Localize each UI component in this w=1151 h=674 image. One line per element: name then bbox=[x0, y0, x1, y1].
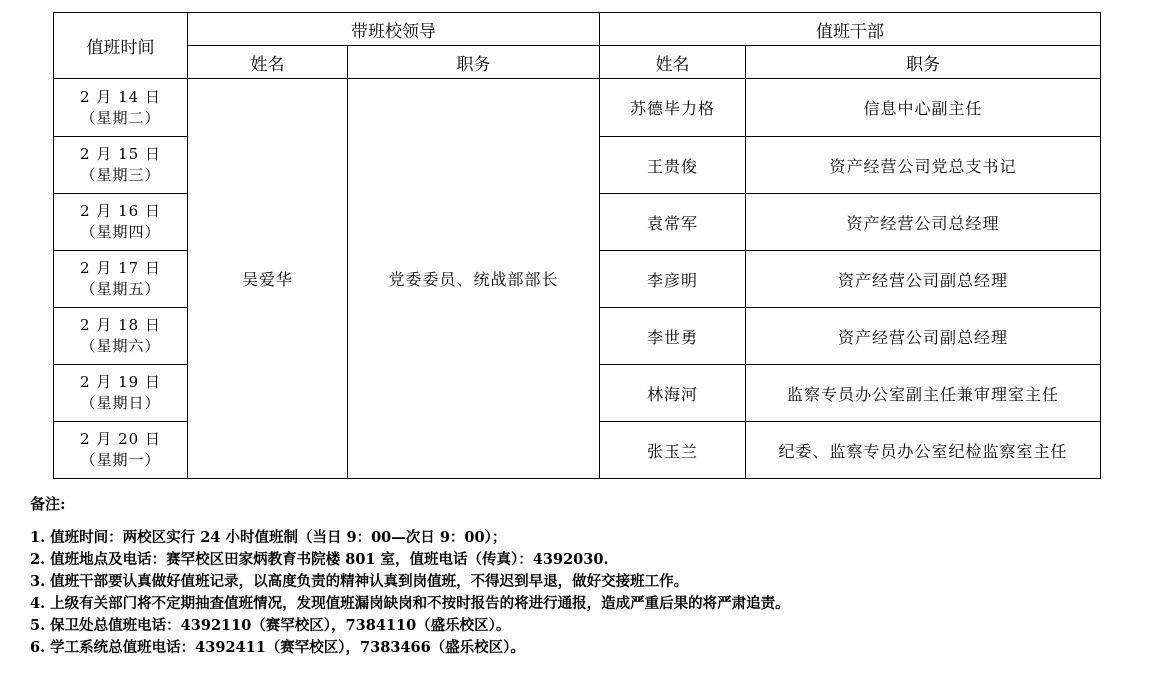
date-cell bbox=[54, 422, 188, 479]
date-cell bbox=[54, 194, 188, 251]
notes-title: 备注: bbox=[30, 495, 66, 513]
date-text: 2 月 16 日 bbox=[80, 202, 161, 220]
weekday-text: （星期日） bbox=[80, 394, 161, 412]
cadre-name-cell: 林海河 bbox=[600, 365, 746, 422]
header-leader-group: 带班校领导 bbox=[188, 13, 600, 46]
header-cadre-position: 职务 bbox=[746, 46, 1101, 79]
date-cell bbox=[54, 79, 188, 137]
weekday-text: （星期三） bbox=[80, 166, 161, 184]
cadre-position-cell: 资产经营公司副总经理 bbox=[746, 251, 1101, 308]
header-duty-time: 值班时间 bbox=[54, 13, 188, 79]
note-item: 4. 上级有关部门将不定期抽查值班情况，发现值班漏岗缺岗和不按时报告的将进行通报，造成严重后果的将严肃追责。 bbox=[30, 595, 790, 612]
header-leader-position: 职务 bbox=[348, 46, 600, 79]
date-text: 2 月 17 日 bbox=[80, 259, 161, 277]
date-cell bbox=[54, 251, 188, 308]
weekday-text: （星期六） bbox=[80, 337, 161, 355]
note-item: 6. 学工系统总值班电话：4392411（赛罕校区），7383466（盛乐校区）。 bbox=[30, 639, 525, 656]
cadre-position-cell: 监察专员办公室副主任兼审理室主任 bbox=[746, 365, 1101, 422]
header-cadre-name: 姓名 bbox=[600, 46, 746, 79]
header-leader-name: 姓名 bbox=[188, 46, 348, 79]
cadre-position-cell: 纪委、监察专员办公室纪检监察室主任 bbox=[746, 422, 1101, 479]
cadre-name-cell: 王贵俊 bbox=[600, 137, 746, 194]
date-text: 2 月 18 日 bbox=[80, 316, 161, 334]
cadre-name-cell: 李彦明 bbox=[600, 251, 746, 308]
table-row bbox=[54, 79, 1101, 137]
weekday-text: （星期一） bbox=[80, 451, 161, 469]
date-cell bbox=[54, 365, 188, 422]
leader-position-cell: 党委委员、统战部部长 bbox=[348, 79, 600, 479]
weekday-text: （星期五） bbox=[80, 280, 161, 298]
note-item: 2. 值班地点及电话：赛罕校区田家炳教育书院楼 801 室，值班电话（传真）：4392030. bbox=[30, 551, 609, 568]
notes-section bbox=[30, 493, 1130, 659]
header-cadre-group: 值班干部 bbox=[600, 13, 1101, 46]
cadre-position-cell: 信息中心副主任 bbox=[746, 79, 1101, 137]
date-text: 2 月 14 日 bbox=[80, 87, 161, 106]
weekday-text: （星期四） bbox=[80, 223, 161, 241]
header-row-2 bbox=[54, 46, 1101, 79]
date-cell bbox=[54, 137, 188, 194]
note-item: 1. 值班时间：两校区实行 24 小时值班制（当日 9：00—次日 9：00）； bbox=[30, 529, 507, 546]
cadre-position-cell: 资产经营公司总经理 bbox=[746, 194, 1101, 251]
date-text: 2 月 15 日 bbox=[80, 145, 161, 163]
cadre-name-cell: 李世勇 bbox=[600, 308, 746, 365]
weekday-text: （星期二） bbox=[80, 108, 161, 127]
cadre-position-cell: 资产经营公司副总经理 bbox=[746, 308, 1101, 365]
cadre-position-cell: 资产经营公司党总支书记 bbox=[746, 137, 1101, 194]
notes-list bbox=[30, 527, 1130, 659]
cadre-name-cell: 苏德毕力格 bbox=[600, 79, 746, 137]
header-row-1 bbox=[54, 13, 1101, 46]
cadre-name-cell: 袁常军 bbox=[600, 194, 746, 251]
duty-schedule-table bbox=[53, 12, 1101, 479]
note-item: 3. 值班干部要认真做好值班记录，以高度负责的精神认真到岗值班，不得迟到早退，做好交接班工作。 bbox=[30, 573, 689, 590]
date-text: 2 月 19 日 bbox=[80, 373, 161, 391]
cadre-name-cell: 张玉兰 bbox=[600, 422, 746, 479]
date-text: 2 月 20 日 bbox=[80, 430, 161, 448]
leader-name-cell: 吴爱华 bbox=[188, 79, 348, 479]
note-item: 5. 保卫处总值班电话：4392110（赛罕校区），7384110（盛乐校区）。 bbox=[30, 617, 511, 634]
date-cell bbox=[54, 308, 188, 365]
